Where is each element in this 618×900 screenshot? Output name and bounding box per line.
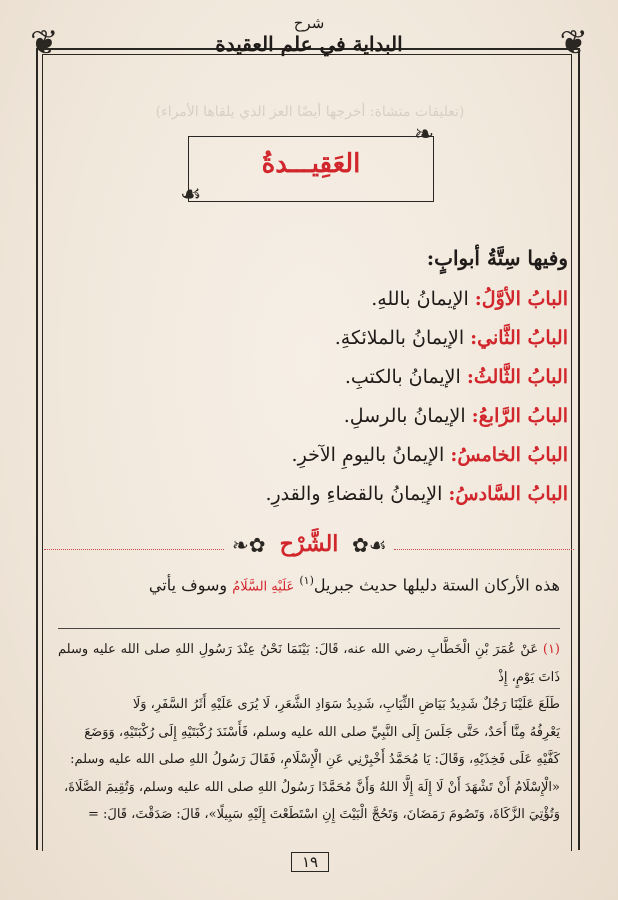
footnote-ref[interactable]: (١) <box>299 574 314 587</box>
chapter-text: الإيمانُ بالملائكةِ. <box>334 327 471 349</box>
footnote-line: يَعْرِفُهُ مِنَّا أَحَدٌ، حَتَّى جَلَسَ إِلَى النَّبِيِّ صلى الله عليه وسلم، فَأَسْنَدَ رُكْبَتَيْهِ إِلَى رُكْبَتَيْهِ، وَوَضَعَ <box>84 724 560 740</box>
chapter-row <box>48 479 568 518</box>
footnote-line: كَفَّيْهِ عَلَى فَخِذَيْهِ، وَقَالَ: يَا مُحَمَّدُ أَخْبِرْنِي عَنِ الْإِسْلَامِ، فَقَالَ رَسُولُ اللهِ صلى الله عليه وسلم: <box>70 752 560 767</box>
chapter-label: البابُ الثَّالثُ: <box>466 366 568 388</box>
commentary-line <box>50 574 560 594</box>
footnote-line: طَلَعَ عَلَيْنَا رَجُلٌ شَدِيدُ بَيَاضِ الثِّيَابِ، شَدِيدُ سَوَادِ الشَّعَرِ، لَا يُرَى عَلَيْهِ أَثَرُ السَّفَرِ، وَلَا <box>132 697 560 712</box>
corner-ornament-right-icon: ❦ <box>559 23 588 63</box>
commentary-text: هذه الأركان الستة دليلها حديث جبريل <box>313 575 560 595</box>
chapter-text: الإيمانُ باليومِ الآخرِ. <box>291 444 451 466</box>
footnote-line: وَتُؤْتِيَ الزَّكَاةَ، وَتَصُومَ رَمَضَانَ، وَتَحُجَّ الْبَيْتَ إِنِ اسْتَطَعْتَ إِلَيْهِ سَبِيلًا»، قَالَ: صَدَقْتَ، قَالَ: = <box>87 807 560 822</box>
footnote-line: «الْإِسْلَامُ أَنْ تَشْهَدَ أَنْ لَا إِلَهَ إِلَّا اللهُ وَأَنَّ مُحَمَّدًا رَسُولُ اللهِ صلى الله عليه وسلم، وَتُقِيمَ الصَّلَاةَ، <box>64 779 560 795</box>
chapter-title-box <box>188 136 434 202</box>
chapter-label: البابُ الخامسُ: <box>450 444 568 466</box>
chapter-label: البابُ الأوَّلُ: <box>474 288 568 310</box>
footnote-number: (١) <box>542 642 560 657</box>
footnote-block <box>58 636 560 829</box>
title-ornament-top-icon: ❧ <box>414 120 435 148</box>
chapter-row <box>48 362 568 401</box>
chapter-list <box>48 246 568 518</box>
chapter-label: البابُ الرَّابعُ: <box>471 405 568 427</box>
corner-ornament-left-icon: ❦ <box>30 23 59 63</box>
page-number-box: ١٩ <box>291 852 329 872</box>
footnote-line: (١) عَنْ عُمَرَ بْنِ الْخَطَّابِ رضي الله عنه، قَالَ: بَيْنَمَا نَحْنُ عِنْدَ رَسُولِ اللهِ صلى الله عليه وسلم ذَاتَ يَوْمٍ، إِذْ <box>58 642 560 685</box>
commentary-tail: وسوف يأتي <box>148 575 228 595</box>
chapter-title: العَقِيـــدةُ <box>261 149 361 179</box>
title-ornament-bottom-icon: ☙ <box>180 180 202 208</box>
bleed-through-text: (تعليقات متشاة: أخرجها أيضًا العز الذي يلقاها الأمراء) <box>155 104 465 120</box>
scroll-ornament-right-icon: ☙✿ <box>352 533 387 557</box>
chapter-row <box>48 284 568 323</box>
sharh-divider <box>0 531 618 563</box>
chapters-intro: وفيها سِتَّةُ أبوابٍ: <box>426 246 568 270</box>
chapter-text: الإيمانُ بالقضاءِ والقدرِ. <box>265 483 449 505</box>
chapter-label: البابُ الثَّاني: <box>470 327 568 349</box>
chapter-row <box>48 440 568 479</box>
chapter-label: البابُ السَّادسُ: <box>448 483 568 505</box>
chapter-text: الإيمانُ بالكتبِ. <box>344 366 467 388</box>
chapter-row <box>48 323 568 362</box>
running-header <box>0 14 618 56</box>
header-line-2: البداية في علم العقيدة <box>215 32 403 56</box>
sharh-label: الشَّرْح <box>279 531 339 557</box>
chapter-text: الإيمانُ باللهِ. <box>371 288 475 310</box>
footnote-separator <box>58 628 560 629</box>
header-line-1: شرح <box>293 14 325 32</box>
chapter-text: الإيمانُ بالرسلِ. <box>343 405 472 427</box>
scroll-ornament-left-icon: ✿❧ <box>232 533 266 557</box>
page-number <box>230 852 390 872</box>
honorific: عَلَيْهِ السَّلَامُ <box>232 579 295 595</box>
chapter-row <box>48 401 568 440</box>
